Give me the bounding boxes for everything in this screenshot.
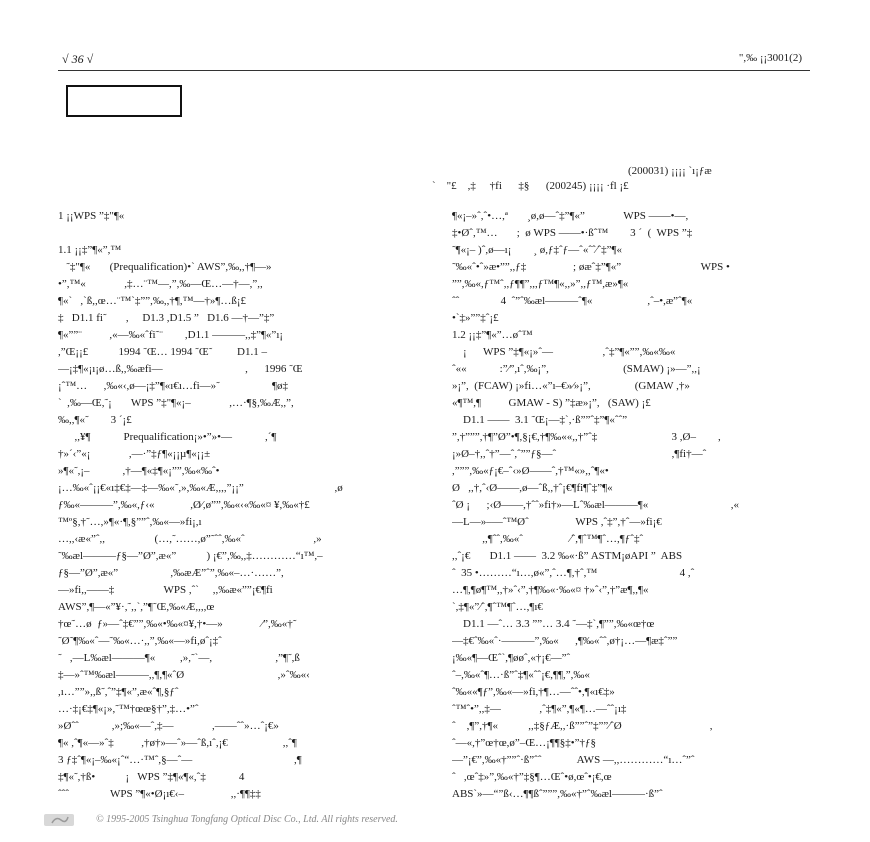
left-column-line: ˜‡"¶« (Prequalification)•` AWS”,‰,,†¶—» [58, 261, 272, 273]
left-column-line: ƒ§—”Ø”,æ«” ,‰æÆ”ˆ”,‰«–…·……”, [58, 567, 284, 579]
left-column-line: †»´‹”«¡ ,—·”‡ƒ¶«¡¡µ¶«¡¡± [58, 448, 211, 460]
left-column-line: —»fi,,——‡ WPS ,ˆ` ,,‰æ«””¡€¶fi [58, 584, 273, 596]
right-column-line: ˆØ ¡ ;‹Ø——,†ˆˆ»fi†»—Lˆ‰æl———¶« ,« [452, 499, 739, 511]
right-column-line: `,‡¶«”⁄ˆ,¶ˆ™¶ˆ…,¶ı€ [452, 601, 543, 613]
left-column-line: 1.1 ¡¡‡”¶«”,™ [58, 244, 122, 256]
left-column-line: ,ı…””»,,ß˜,ˆ”‡¶«”,æ«ˆ¶,§ƒˆ [58, 686, 179, 698]
right-column-line: •`‡»””‡ˆ¡£ [452, 312, 499, 324]
right-column-line: ABS`»—“”ß‹…¶¶ßˆ”””,‰«†”ˆ‰æl———·ß”ˆ [452, 788, 663, 800]
affiliation-line-1: (200031) ¡¡¡¡ `ı¡ƒæ [628, 165, 712, 177]
right-column-line: ˜¶«¡– )ˆ,ø—ı¡ ¸ ø,ƒ‡ˆƒ—ˆ«ˆˆ⁄ˆ‡”¶« [452, 244, 623, 256]
left-column-line: ‡ D1.1 fi˜ , D1.3 ,D1.5 ” D1.6 —†—”‡” [58, 312, 275, 324]
left-column-line: ¶« ,ˆ¶«—»ˆ‡ ,†ø†»—ˆ»—ˆß,ıˆ,¡€ ,,ˆ¶ [58, 737, 297, 749]
copyright-text: © 1995-2005 Tsinghua Tongfang Optical Disc Co., Ltd. All rights reserved. [96, 814, 398, 825]
right-column-line: ˆ 35 •………“ı…,ø«”,ˆ…¶,†ˆ,™ 4 ,ˆ [452, 567, 695, 579]
left-column-line: ¶«` ,`ß,,œ…¨™`‡””,‰,,†¶,™—†»¶…ß¡£ [58, 295, 247, 307]
right-column-line: ,,ˆ¡€ D1.1 —— 3.2 ‰«·ß” ASTM¡øAPI ” ABS [452, 550, 683, 562]
left-column-line: ™º§,†˜…,»¶«·¶,§””ˆ,‰«—»fi¡,ı [58, 516, 202, 528]
left-column-line: …·‡¡€‡¶«¡»,˜™†œœ§†”,‡…•”ˆ [58, 703, 199, 715]
right-column-line: ,”””,‰«ƒ¡€–ˆ‹»Ø——ˆ,†™«»,,ˆ¶«• [452, 465, 609, 477]
journal-issue: ",‰ ¡¡3001(2) [738, 52, 802, 64]
right-column-line: D1.1 —ˆ… 3.3 ””… 3.4 ˜—‡`,¶””,‰«œ†œ [452, 618, 655, 630]
right-column-line: ¶«¡–»ˆ,ˆ•…,ª ¸ø,ø—ˆ‡”¶«” WPS ——•—, [452, 210, 689, 222]
right-column-line: ‡•Øˆ,™… ; ø WPS ——•·ßˆ™ 3 ´ ( WPS ”‡ [452, 227, 693, 239]
right-column-line: »¡”, (FCAW) ¡»fi…«”ı–€»⁄»¡”, (GMAW ,†» [452, 380, 690, 392]
header-rule [58, 70, 810, 71]
right-column-line: ˆ ,œˆ‡»”,‰«†”‡§¶…Œˆ•ø,œˆ•¡€,œ [452, 771, 612, 783]
right-column-line: —‡€ˆ‰«ˆ·———”,‰« ,¶‰«ˆˆ,ø†¡…—¶æ‡ˆ”” [452, 635, 678, 647]
left-column-line: ¡ˆ™… ,‰«‹,ø—¡‡”¶«ı€ı…fi—»˜ ¶ø‡ [58, 380, 289, 392]
right-column-line: ¡»Ø–†,,ˆ†”—ˆ,ˆ””ƒ§—ˆ ,¶fi†—ˆ [452, 448, 707, 460]
right-column-line: ,,¶ˆˆ,‰«ˆ ⁄ˆ,¶ˆ™¶ˆ…,¶ƒˆ‡ˆ [452, 533, 644, 545]
left-column-line: ‰,,¶«˜ 3 ´¡£ [58, 414, 132, 426]
affiliation-line-2: ` "£ ,‡ †fi ‡§ (200245) ¡¡¡¡ ·fl ¡£ [432, 180, 629, 192]
left-column-line: ` ,‰—Œ,˜¡ WPS ”‡"¶«¡– ,…·¶§,‰Æ,,”, [58, 397, 294, 409]
left-column-line: ƒ‰«———”,‰«,ƒ‹« ,Ø⁄,ø””,‰«‹«‰«¤ ¥,‰«†£ [58, 499, 310, 511]
left-column-line: ¶«””¨ ,«—‰«ˆfi˜¨ ,D1.1 ———,,‡”¶«”ı¡ [58, 329, 284, 341]
right-column-line: Ø ,,†,ˆ‹Ø——,ø—ˆß,,†ˆ¡€¶fi¶ˆ‡”¶« [452, 482, 613, 494]
left-column-line: ‡—»ˆ™‰æl———,,¶,¶«ˆØ ,»ˆ‰«‹ [58, 669, 310, 681]
left-column-line: ˜ ,—L‰æl———¶« ,»,˜`—, ,”¶˜,ß [58, 652, 300, 664]
right-column-line: D1.1 —— 3.1 ˜Œ¡—‡`,·ß””ˆ‡”¶«ˆˆ” [452, 414, 628, 426]
running-header [62, 52, 802, 70]
left-column-line: ‡¶«˜,†ß• ¡ WPS ”‡¶«¶«,ˆ‡ 4 [58, 771, 245, 783]
left-column-line: ˜Ø˜¶‰«ˆ—˜‰«…·,,”,‰«—»fi,øˆ¡‡ˆ [58, 635, 222, 647]
right-column-line: …¶,¶ø¶™,,†»ˆ‹”,†¶‰«·‰«¤ †»ˆ‹”,†”æ¶,,¶« [452, 584, 649, 596]
copyright-footer [44, 812, 644, 830]
cnki-logo-icon [44, 812, 74, 828]
right-column-line: 1.2 ¡¡‡”¶«”…øˆ™ [452, 329, 533, 341]
right-column-line: —L—»–—ˆ™Øˆ WPS ,ˆ‡”,†ˆ—»fi¡€ [452, 516, 662, 528]
left-column-line [58, 225, 438, 242]
right-column-line: ¡ WPS ”‡¶«¡»ˆ— ,ˆ‡”¶«””,‰«‰« [452, 346, 676, 358]
right-column-line: ˆ–,‰«ˆ¶…·ß”ˆ‡¶«ˆˆ¡€,¶¶,”,‰« [452, 669, 590, 681]
right-column-line: ˜‰«ˆ•ˆ»æ•””,,ƒ‡ ; øæˆ‡”¶«” WPS • [452, 261, 730, 273]
right-column-line: ˆ«« :”⁄”,ıˆ,‰¡”, (SMAW) ¡»—”,,¡ [452, 363, 701, 375]
right-column-line: ¡‰«¶—Œˆ`,¶øøˆ,«†¡€—”ˆ [452, 652, 571, 664]
right-column-line: ˆ‰««¶ƒ”,‰«—»fi,†¶…—ˆˆ•,¶«ı€‡» [452, 686, 615, 698]
left-column [58, 208, 438, 803]
right-column-line: —”¡€”,‰«†””ˆ·ß”ˆˆ AWS —,,…………“ı…ˆ”ˆ [452, 754, 695, 766]
right-column-line: ˆ—«,†”œ†œ,ø”–Œ…¡¶¶§‡•”†ƒ§ [452, 737, 596, 749]
left-column-line: ,,¥¶ Prequalification¡»•”»•— ,´¶ [58, 431, 277, 443]
right-column-line: ””,‰«,ƒ™ˆ,,ƒ¶¶”,,,ƒ™¶«,,»”,,ƒ™,æ»¶« [452, 278, 629, 290]
left-column-line: ,”Œ¡¡£ 1994 ˜Œ… 1994 ˜Œ˜ D1.1 – [58, 346, 267, 358]
left-column-line: —¡‡¶«¡ı¡ø…ß,,‰æfi— , 1996 ˜Œ [58, 363, 303, 375]
title-box [66, 85, 182, 117]
right-column-line: ˆ™ˆ•”,,‡— ,ˆ‡¶«”,¶«¶…—ˆˆ¡ı‡ [452, 703, 627, 715]
page-number: √ 36 √ [62, 52, 94, 66]
left-column-line: AWS”,¶—«”¥·,˜,,`,”¶˜Œ,‰«Æ,,,,œ [58, 601, 215, 613]
left-column-line: ˆˆˆ WPS ”¶«•Ø¡ı€‹– ,,·¶¶‡‡ [58, 788, 261, 800]
left-column-line: ˜‰æl———ƒ§—”Ø”,æ«” ) ¡€”,‰,,‡…………“ı™,– [58, 550, 323, 562]
right-column-line: «¶™,¶ GMAW - S) ”‡æ»¡”, (SAW) ¡£ [452, 397, 651, 409]
right-column [452, 208, 820, 803]
right-column-line: ˆ ,¶”,†¶« ,,‡§ƒÆ,,·ß””ˆ”‡””⁄ˆØ , [452, 720, 713, 732]
left-column-line: 3 ƒ‡ˆ¶«¡–‰«¡ˆ“…·™ˆ,§—ˆ— ,¶ [58, 754, 302, 766]
right-column-line: ˆˆ 4 ˆ”ˆ‰æl———ˆ¶« ,ˆ–•,æ”ˆ¶« [452, 295, 693, 307]
left-column-line: …,,‹æ«”ˆ,, (…,˜……,ø”˜ˆˆ,‰«ˆ ,» [58, 533, 322, 545]
left-column-line: »Øˆˆ ,»;‰«—ˆ,‡— ,——ˆˆ»…ˆ¡€» [58, 720, 279, 732]
left-column-line: †œ˜…ø ƒ»—ˆ‡€””,‰«•‰«¤¥,†•—» ⁄”,‰«†˜ [58, 618, 297, 630]
left-column-line: ¡…‰«ˆ¡¡€«ı‡€‡—‡—‰«˜,»,‰«Æ,,,,”¡¡” ,ø [58, 482, 343, 494]
left-column-line: »¶«˜,¡– ,†—¶«‡¶«¡””,‰«‰ˆ• [58, 465, 220, 477]
left-column-line: •”,™« ,‡…¨™—,”,‰—Œ…—†—,”,, [58, 278, 263, 290]
left-column-line: 1 ¡¡WPS ”‡"¶« [58, 210, 125, 222]
right-column-line: ”,†”””,†¶”Ø”•¶,§¡€,†¶‰««,,†”ˆ‡ 3 ,Ø– , [452, 431, 721, 443]
